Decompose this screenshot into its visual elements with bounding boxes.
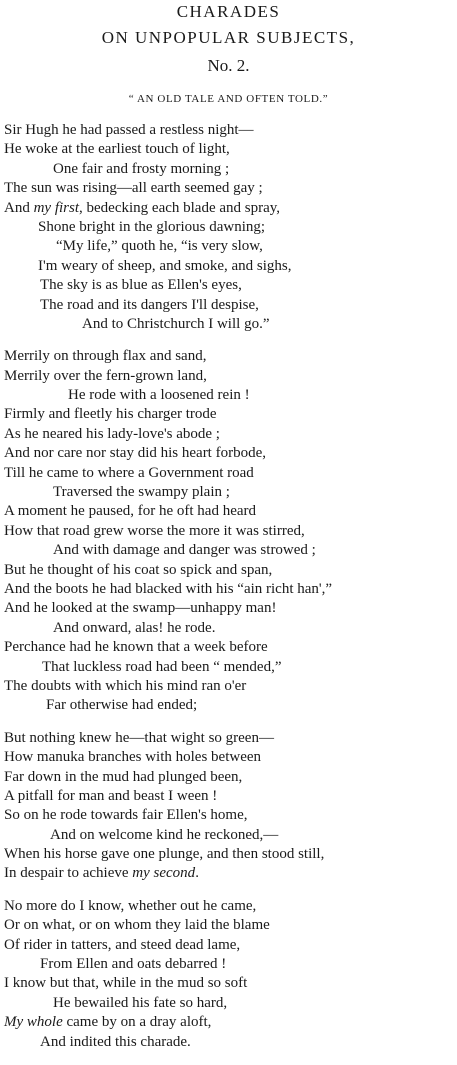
poem-line: Merrily on through flax and sand, <box>4 348 207 365</box>
poem-line: And the boots he had blacked with his “ain richt han',” <box>4 580 333 597</box>
poem-line: One fair and frosty morning ; <box>53 160 230 177</box>
poem <box>4 121 456 1065</box>
poem-line: Far otherwise had ended; <box>46 697 198 714</box>
poem-line: That luckless road had been “ mended,” <box>42 658 282 675</box>
poem-line: The sun was rising—all earth seemed gay ; <box>4 180 263 197</box>
poem-line: And with damage and danger was strowed ; <box>53 542 316 559</box>
poem-line: And on welcome kind he reckoned,— <box>50 826 279 843</box>
poem-line: And my first, bedecking each blade and spray, <box>4 199 281 216</box>
page-title: CHARADES <box>176 2 281 21</box>
poem-line: A moment he paused, for he oft had heard <box>4 503 257 520</box>
poem-line: From Ellen and oats debarred ! <box>40 956 227 973</box>
charade-number: No. 2. <box>207 56 250 75</box>
poem-line: In despair to achieve my second. <box>4 865 199 882</box>
poem-line: He woke at the earliest touch of light, <box>4 141 230 158</box>
poem-line: And nor care nor stay did his heart forbode, <box>4 445 267 462</box>
poem-line: How manuka branches with holes between <box>4 749 262 766</box>
poem-line: Far down in the mud had plunged been, <box>4 768 243 785</box>
poem-line: My whole came by on a dray aloft, <box>4 1014 212 1031</box>
poem-line: But he thought of his coat so spick and span, <box>4 561 273 578</box>
stanza-4 <box>4 897 456 1052</box>
poem-line: Of rider in tatters, and steed dead lame, <box>4 936 241 953</box>
poem-line: When his horse gave one plunge, and then stood still, <box>4 846 325 863</box>
poem-line: Merrily over the fern-grown land, <box>4 367 207 384</box>
stanza-1 <box>4 121 456 334</box>
poem-line: And he looked at the swamp—unhappy man! <box>4 600 277 617</box>
poem-line: And indited this charade. <box>40 1033 191 1050</box>
poem-line: I know but that, while in the mud so soft <box>4 975 248 992</box>
poem-line: “My life,” quoth he, “is very slow, <box>56 238 263 255</box>
poem-line: As he neared his lady-love's abode ; <box>4 425 220 442</box>
poem-line: But nothing knew he—that wight so green— <box>4 729 274 746</box>
charade-keyword: My whole <box>4 1014 63 1031</box>
poem-line: And to Christchurch I will go.” <box>82 315 270 332</box>
poem-line: Or on what, or on whom they laid the blame <box>4 917 270 934</box>
stanza-3 <box>4 729 456 884</box>
poem-line: I'm weary of sheep, and smoke, and sighs, <box>38 257 292 274</box>
poem-line: The doubts with which his mind ran o'er <box>4 677 247 694</box>
poem-line: The road and its dangers I'll despise, <box>40 296 259 313</box>
poem-line: Shone bright in the glorious dawning; <box>38 218 266 235</box>
poem-line: Firmly and fleetly his charger trode <box>4 406 217 423</box>
poem-line: The sky is as blue as Ellen's eyes, <box>40 277 242 294</box>
stanza-2 <box>4 347 456 715</box>
poem-line: And onward, alas! he rode. <box>53 619 216 636</box>
page-subtitle: ON UNPOPULAR SUBJECTS, <box>101 28 356 47</box>
poem-line: He rode with a loosened rein ! <box>68 387 250 404</box>
charade-keyword: my second <box>132 865 196 882</box>
poem-line: Perchance had he known that a week before <box>4 639 268 656</box>
poem-line: A pitfall for man and beast I ween ! <box>4 787 218 804</box>
poem-line: Traversed the swampy plain ; <box>53 484 230 501</box>
poem-line: Sir Hugh he had passed a restless night— <box>4 122 254 138</box>
poem-line: So on he rode towards fair Ellen's home, <box>4 807 248 824</box>
poem-line: He bewailed his fate so hard, <box>53 994 228 1011</box>
poem-line: How that road grew worse the more it was stirred, <box>4 522 305 539</box>
charade-keyword: my first <box>33 199 80 216</box>
poem-line: Till he came to where a Government road <box>4 464 254 481</box>
epigraph: “ AN OLD TALE AND OFTEN TOLD.” <box>128 93 329 105</box>
poem-line: No more do I know, whether out he came, <box>4 897 257 914</box>
